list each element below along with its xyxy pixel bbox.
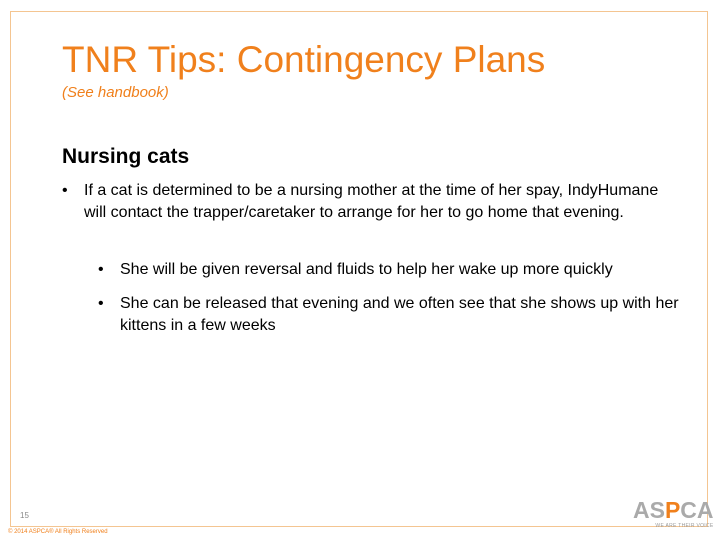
- page-number: 15: [20, 511, 29, 520]
- slide-subtitle: (See handbook): [62, 84, 169, 101]
- sub-bullet-item: [98, 293, 690, 337]
- bullet-text: If a cat is determined to be a nursing mother at the time of her spay, IndyHumane will contact the trapper/caretaker to arrange for her to go home that evening.: [84, 182, 659, 221]
- copyright-notice: © 2014 ASPCA® All Rights Reserved: [8, 529, 108, 535]
- slide-title: TNR Tips: Contingency Plans: [62, 39, 546, 80]
- bullet-dot-icon: •: [98, 261, 104, 278]
- bullet-text: She will be given reversal and fluids to help her wake up more quickly: [120, 261, 613, 278]
- bullet-dot-icon: •: [98, 295, 104, 312]
- sub-bullet-item: [98, 259, 700, 281]
- aspca-logo: [633, 498, 714, 529]
- bullet-text: She can be released that evening and we often see that she shows up with her kittens in a few weeks: [120, 295, 679, 334]
- logo-wordmark: ASPCA: [633, 497, 714, 523]
- section-heading: Nursing cats: [62, 145, 190, 168]
- bullet-dot-icon: •: [62, 182, 68, 199]
- logo-tagline: WE ARE THEIR VOICE: [655, 523, 714, 529]
- bullet-item: [62, 180, 674, 224]
